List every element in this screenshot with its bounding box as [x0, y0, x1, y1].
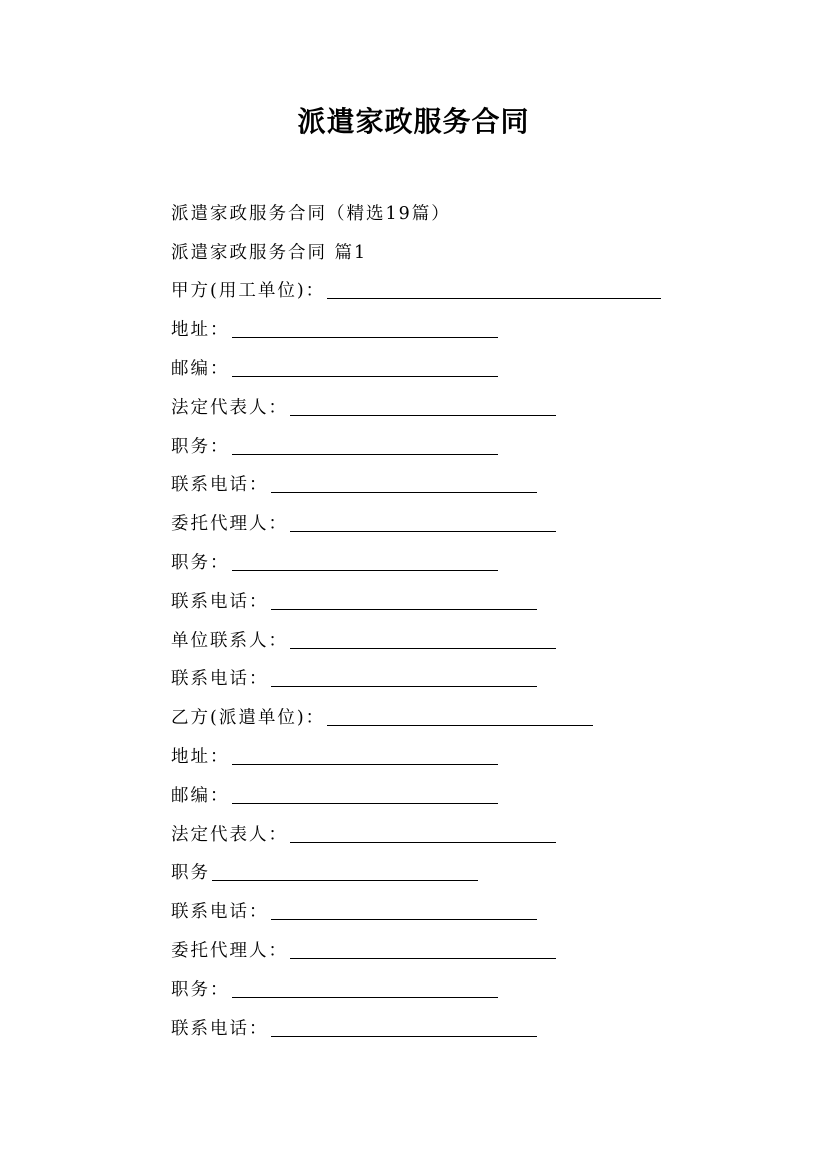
party-b-agent-phone-label: 联系电话：	[171, 1018, 269, 1039]
party-a-phone-blank	[271, 478, 537, 493]
section-heading	[171, 232, 771, 271]
party-a-header-line	[171, 271, 771, 310]
party-b-agent-label: 委托代理人：	[171, 941, 288, 962]
party-a-agent-label: 委托代理人：	[171, 514, 288, 535]
party-b-agent-line	[171, 930, 771, 969]
party-a-legal-rep-blank	[290, 401, 556, 416]
party-a-contact-phone-blank	[271, 672, 537, 687]
subtitle-line	[171, 193, 771, 232]
party-a-agent-line	[171, 503, 771, 542]
party-a-agent-phone-blank	[271, 595, 537, 610]
party-a-position-label: 职务：	[171, 436, 230, 457]
party-a-address-line	[171, 309, 771, 348]
party-b-header-line	[171, 697, 771, 736]
party-a-contact-phone-line	[171, 659, 771, 698]
party-a-header-label: 甲方(用工单位)：	[171, 281, 326, 302]
party-b-legal-rep-label: 法定代表人：	[171, 824, 288, 845]
party-b-agent-position-label: 职务：	[171, 979, 230, 1000]
party-a-address-blank	[232, 323, 498, 338]
party-a-agent-phone-label: 联系电话：	[171, 591, 269, 612]
party-a-phone-line	[171, 465, 771, 504]
party-a-agent-phone-line	[171, 581, 771, 620]
subtitle-text: 派遣家政服务合同（精选19篇）	[171, 203, 451, 224]
party-b-postcode-blank	[232, 789, 498, 804]
party-a-name-blank	[327, 284, 661, 299]
party-b-postcode-line	[171, 775, 771, 814]
party-a-agent-blank	[290, 517, 556, 532]
party-b-phone-line	[171, 891, 771, 930]
party-b-agent-position-line	[171, 969, 771, 1008]
party-a-postcode-line	[171, 348, 771, 387]
party-b-address-blank	[232, 750, 498, 765]
party-b-agent-blank	[290, 944, 556, 959]
party-a-legal-rep-line	[171, 387, 771, 426]
party-b-name-blank	[327, 711, 593, 726]
party-a-position-line	[171, 426, 771, 465]
party-b-postcode-label: 邮编：	[171, 785, 230, 806]
party-b-legal-rep-line	[171, 814, 771, 853]
party-b-header-label: 乙方(派遣单位)：	[171, 708, 326, 729]
party-a-agent-position-blank	[232, 556, 498, 571]
party-b-address-line	[171, 736, 771, 775]
party-a-contact-phone-label: 联系电话：	[171, 669, 269, 690]
party-b-agent-phone-line	[171, 1008, 771, 1047]
party-b-agent-position-blank	[232, 983, 498, 998]
party-a-contact-line	[171, 620, 771, 659]
party-a-postcode-blank	[232, 362, 498, 377]
party-a-postcode-label: 邮编：	[171, 359, 230, 380]
party-a-contact-blank	[290, 634, 556, 649]
party-b-position-blank	[212, 866, 478, 881]
party-a-address-label: 地址：	[171, 320, 230, 341]
party-b-phone-blank	[271, 905, 537, 920]
party-b-phone-label: 联系电话：	[171, 902, 269, 923]
party-a-position-blank	[232, 440, 498, 455]
document-title: 派遣家政服务合同	[297, 105, 530, 138]
party-b-agent-phone-blank	[271, 1022, 537, 1037]
party-a-contact-label: 单位联系人：	[171, 630, 288, 651]
party-a-agent-position-label: 职务：	[171, 553, 230, 574]
section-text: 派遣家政服务合同 篇1	[171, 242, 368, 263]
party-b-legal-rep-blank	[290, 828, 556, 843]
party-b-position-label: 职务	[171, 863, 210, 884]
party-a-legal-rep-label: 法定代表人：	[171, 397, 288, 418]
party-a-agent-position-line	[171, 542, 771, 581]
party-b-position-line	[171, 853, 771, 892]
party-b-address-label: 地址：	[171, 747, 230, 768]
document-body	[171, 193, 771, 1047]
party-a-phone-label: 联系电话：	[171, 475, 269, 496]
